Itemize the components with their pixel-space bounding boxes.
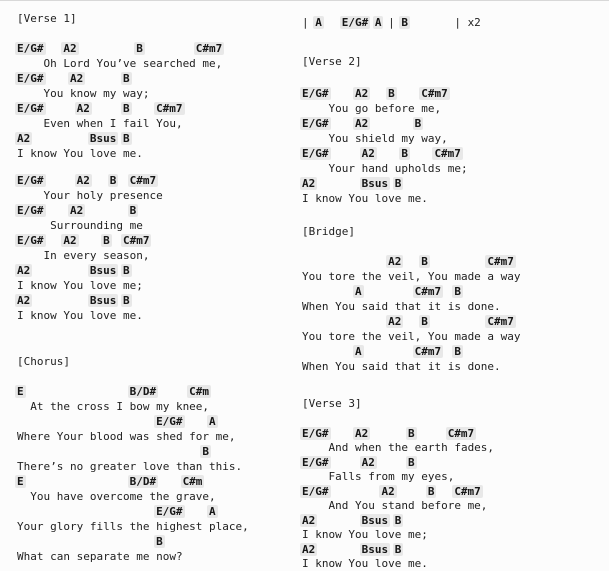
chord[interactable]: C#m7	[413, 345, 444, 358]
chord-line	[17, 384, 282, 399]
chord[interactable]: E	[15, 475, 26, 488]
chord[interactable]: A2	[300, 177, 317, 190]
chord[interactable]: B	[406, 427, 417, 440]
chord-line	[17, 101, 282, 116]
chord[interactable]: B	[154, 535, 165, 548]
section-header: [Verse 1]	[17, 11, 77, 26]
chord[interactable]: C#m7	[419, 87, 450, 100]
chord-line	[17, 444, 282, 459]
chord-line	[17, 173, 282, 188]
chord[interactable]: E/G#	[154, 505, 185, 518]
lyric-line: What can separate me now?	[17, 549, 282, 564]
lyric-line: Where Your blood was shed for me,	[17, 429, 282, 444]
chord-line	[17, 414, 282, 429]
section-bridge	[302, 254, 567, 374]
bar-annotation: |	[388, 16, 395, 29]
chord[interactable]: C#m7	[485, 255, 516, 268]
chord-line	[17, 293, 282, 308]
chord-line	[17, 203, 282, 218]
chord-line	[17, 263, 282, 278]
lyric-line: You tore the veil, You made a way	[302, 269, 567, 284]
section-verse1-stanza2	[17, 173, 282, 323]
chord[interactable]: C#m7	[413, 285, 444, 298]
lyric-line: You know my way;	[17, 86, 282, 101]
section-header: [Verse 2]	[302, 54, 362, 69]
chord[interactable]: E/G#	[300, 427, 331, 440]
lyric-line: I know You love me.	[17, 146, 282, 161]
chord[interactable]: B	[121, 102, 132, 115]
section-verse3-header	[302, 396, 362, 411]
lyric-line: At the cross I bow my knee,	[17, 399, 282, 414]
lyric-line: Your holy presence	[17, 188, 282, 203]
lyric-line: Your hand upholds me;	[302, 161, 567, 176]
chord-line	[302, 344, 567, 359]
chord[interactable]: B	[393, 514, 404, 527]
chord[interactable]: C#m7	[128, 174, 159, 187]
chord[interactable]: A2	[61, 234, 78, 247]
chord[interactable]: B	[200, 445, 211, 458]
chord[interactable]: A2	[353, 117, 370, 130]
chord[interactable]: B	[121, 294, 132, 307]
chord-line	[302, 455, 567, 470]
chord[interactable]: E	[15, 385, 26, 398]
chord-line	[17, 474, 282, 489]
lyric-line: In every season,	[17, 248, 282, 263]
lyric-line: Oh Lord You’ve searched me,	[17, 56, 282, 71]
chord-line	[17, 41, 282, 56]
lyric-line: Even when I fail You,	[17, 116, 282, 131]
chord-line	[302, 284, 567, 299]
chord-line	[302, 314, 567, 329]
chord[interactable]: A2	[15, 132, 32, 145]
lyric-line: I know You love me.	[17, 308, 282, 323]
chord-line	[302, 484, 567, 499]
chord[interactable]: B	[399, 16, 410, 29]
lyric-line: I know You love me;	[17, 278, 282, 293]
chord[interactable]: E/G#	[15, 174, 46, 187]
chord[interactable]: B	[393, 543, 404, 556]
chord[interactable]: Bsus	[88, 264, 119, 277]
chord[interactable]: E/G#	[300, 117, 331, 130]
chord[interactable]: B	[452, 285, 463, 298]
chord[interactable]: C#m7	[485, 315, 516, 328]
section-chorus-header	[17, 354, 70, 369]
chord[interactable]: C#m	[181, 475, 205, 488]
section-verse3	[302, 426, 567, 571]
chord[interactable]: A2	[353, 427, 370, 440]
chord[interactable]: A2	[300, 514, 317, 527]
chord[interactable]: A2	[75, 102, 92, 115]
chord-line	[17, 233, 282, 248]
chord[interactable]: B	[393, 177, 404, 190]
chord[interactable]: C#m7	[154, 102, 185, 115]
chord[interactable]: Bsus	[360, 177, 391, 190]
chord-line	[17, 131, 282, 146]
chord-line	[302, 116, 567, 131]
chord-line	[302, 15, 567, 30]
chord-line	[302, 146, 567, 161]
chord[interactable]: B	[101, 234, 112, 247]
chord[interactable]: C#m7	[121, 234, 152, 247]
chord[interactable]: B	[399, 147, 410, 160]
chord[interactable]: Bsus	[88, 294, 119, 307]
lyric-line: Falls from my eyes,	[302, 470, 567, 485]
chord-line	[17, 534, 282, 549]
chord[interactable]: A	[353, 285, 364, 298]
chord[interactable]: B/D#	[128, 475, 159, 488]
chord[interactable]: Bsus	[360, 514, 391, 527]
chord[interactable]: B	[121, 264, 132, 277]
bar-annotation: |	[302, 16, 309, 29]
chord[interactable]: E/G#	[300, 456, 331, 469]
section-bridge-header	[302, 224, 355, 239]
section-verse2-header	[302, 54, 362, 69]
chord[interactable]: A2	[15, 264, 32, 277]
chord[interactable]: A2	[360, 147, 377, 160]
chord[interactable]: C#m7	[452, 485, 483, 498]
chord[interactable]: E/G#	[300, 87, 331, 100]
chord-line	[302, 513, 567, 528]
chord[interactable]: B	[413, 117, 424, 130]
chord[interactable]: A2	[379, 485, 396, 498]
chord[interactable]: E/G#	[15, 204, 46, 217]
section-verse1-header	[17, 11, 77, 26]
lyric-line: You go before me,	[302, 101, 567, 116]
lyric-line: And You stand before me,	[302, 499, 567, 514]
bar-annotation: x2	[468, 16, 481, 29]
chord[interactable]: A2	[386, 315, 403, 328]
chord[interactable]: E/G#	[300, 485, 331, 498]
chord[interactable]: B	[419, 255, 430, 268]
chord[interactable]: A2	[75, 174, 92, 187]
lyric-line: I know You love me.	[302, 557, 567, 571]
lyric-line: There’s no greater love than this.	[17, 459, 282, 474]
chord[interactable]: B	[121, 132, 132, 145]
chord-line	[17, 504, 282, 519]
chord-line	[302, 542, 567, 557]
lyric-line: Your glory fills the highest place,	[17, 519, 282, 534]
lyric-line: Surrounding me	[17, 218, 282, 233]
chord[interactable]: A2	[61, 42, 78, 55]
lyric-line: When You said that it is done.	[302, 359, 567, 374]
bar-annotation: |	[454, 16, 461, 29]
chord[interactable]: E/G#	[154, 415, 185, 428]
chord[interactable]: A2	[15, 294, 32, 307]
chord-line	[302, 176, 567, 191]
lyric-line: When You said that it is done.	[302, 299, 567, 314]
chord[interactable]: B	[386, 87, 397, 100]
chord[interactable]: B	[108, 174, 119, 187]
chord[interactable]: E/G#	[15, 234, 46, 247]
chord[interactable]: B	[406, 456, 417, 469]
chord[interactable]: B	[128, 204, 139, 217]
section-verse1-stanza1	[17, 41, 282, 161]
chord-line	[302, 426, 567, 441]
chord[interactable]: C#m7	[432, 147, 463, 160]
chord[interactable]: C#m7	[446, 427, 477, 440]
chord[interactable]: B	[134, 42, 145, 55]
section-chorus	[17, 384, 282, 564]
chord[interactable]: B	[426, 485, 437, 498]
chord[interactable]: A	[313, 16, 324, 29]
chord[interactable]: A2	[68, 72, 85, 85]
chord[interactable]: A2	[353, 87, 370, 100]
chord[interactable]: C#m	[187, 385, 211, 398]
chord[interactable]: Bsus	[88, 132, 119, 145]
chord-line	[302, 86, 567, 101]
section-intro-bar	[302, 15, 567, 30]
chord[interactable]: B	[452, 345, 463, 358]
chord[interactable]: Bsus	[360, 543, 391, 556]
chord[interactable]: A2	[386, 255, 403, 268]
lyric-line: And when the earth fades,	[302, 441, 567, 456]
lyric-line: You shield my way,	[302, 131, 567, 146]
lyric-line: I know You love me.	[302, 191, 567, 206]
chord-line	[302, 254, 567, 269]
chord[interactable]: E/G#	[300, 147, 331, 160]
chord[interactable]: A	[353, 345, 364, 358]
chord[interactable]: E/G#	[15, 72, 46, 85]
lyric-line: I know You love me;	[302, 528, 567, 543]
section-header: [Chorus]	[17, 354, 70, 369]
chord[interactable]: E/G#	[340, 16, 371, 29]
chord[interactable]: B	[121, 72, 132, 85]
chord[interactable]: B/D#	[128, 385, 159, 398]
chord[interactable]: E/G#	[15, 102, 46, 115]
lyric-line: You have overcome the grave,	[17, 489, 282, 504]
section-header: [Verse 3]	[302, 396, 362, 411]
section-verse2	[302, 86, 567, 206]
chord[interactable]: A2	[300, 543, 317, 556]
lyric-line: You tore the veil, You made a way	[302, 329, 567, 344]
chord[interactable]: E/G#	[15, 42, 46, 55]
section-header: [Bridge]	[302, 224, 355, 239]
chord[interactable]: C#m7	[194, 42, 225, 55]
chord[interactable]: A2	[360, 456, 377, 469]
chord[interactable]: A	[373, 16, 384, 29]
chord[interactable]: A2	[68, 204, 85, 217]
chord[interactable]: B	[419, 315, 430, 328]
chord-line	[17, 71, 282, 86]
chord[interactable]: A	[207, 415, 218, 428]
chord[interactable]: A	[207, 505, 218, 518]
